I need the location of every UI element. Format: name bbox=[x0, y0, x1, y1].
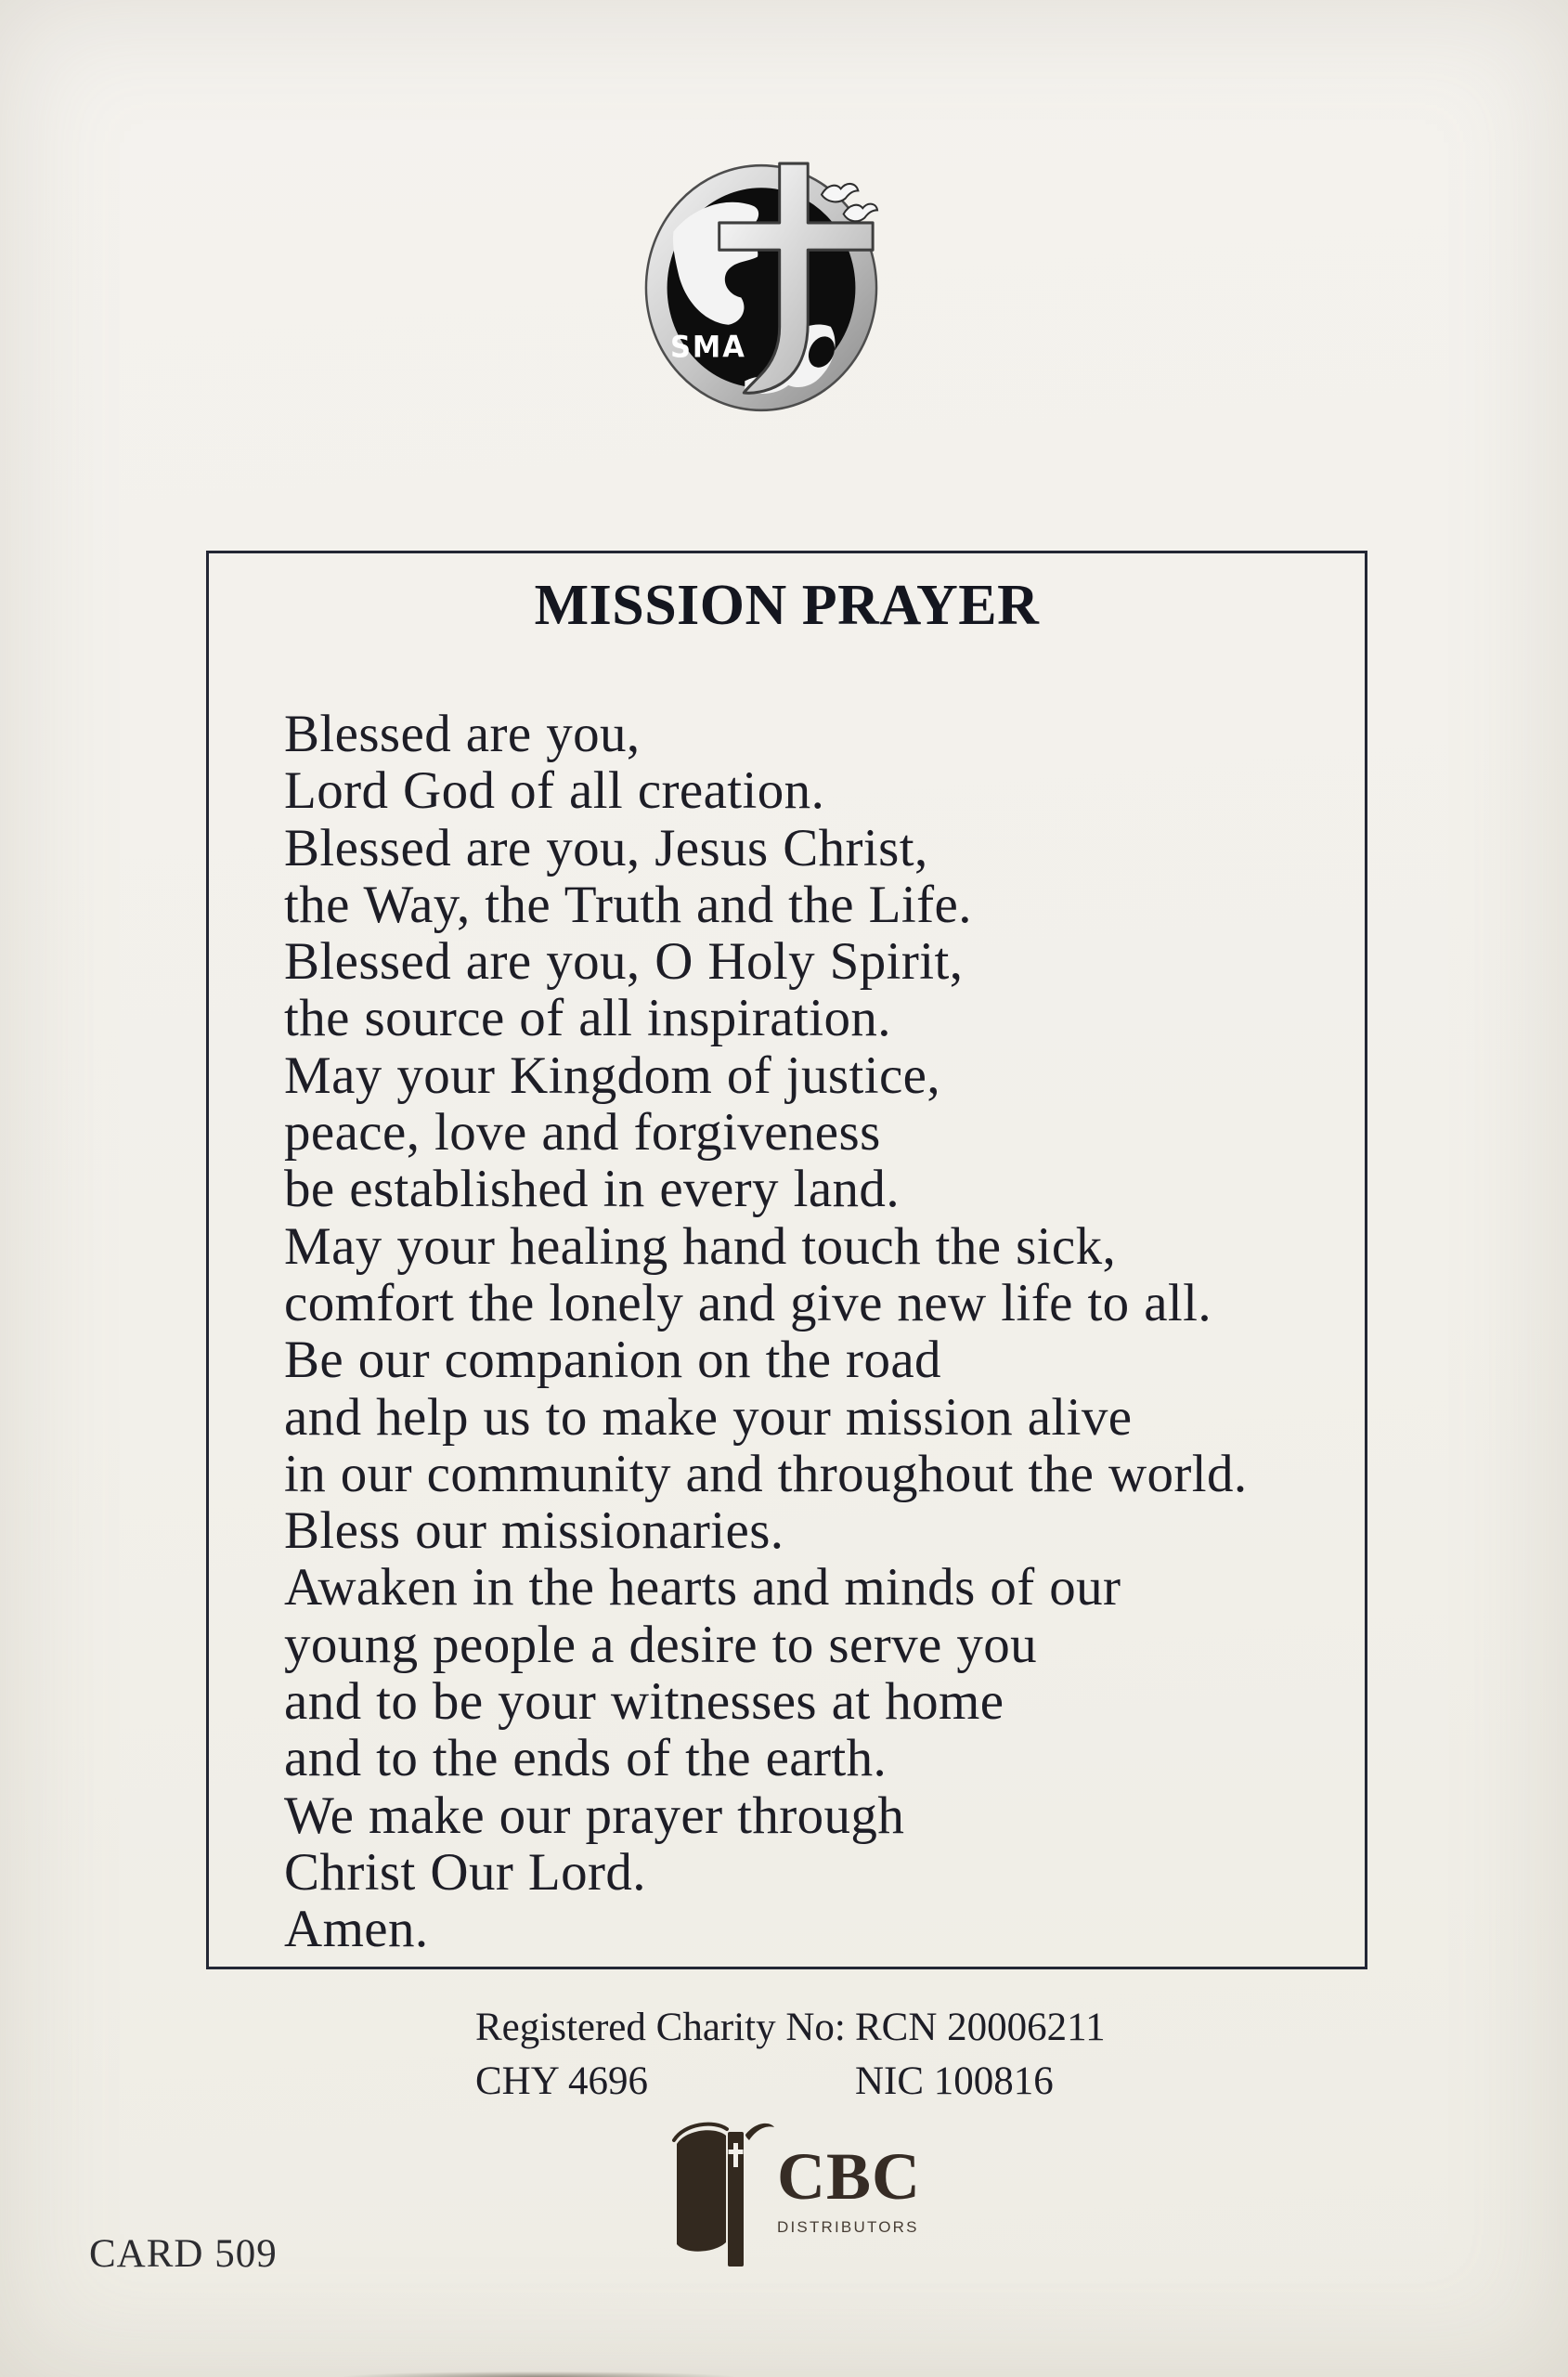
charity-label: Registered Charity No: bbox=[475, 2006, 846, 2049]
prayer-line: We make our prayer through bbox=[284, 1786, 905, 1845]
prayer-line: Be our companion on the road bbox=[284, 1331, 941, 1390]
charity-registration bbox=[475, 2001, 1106, 2109]
prayer-line: Awaken in the hearts and minds of our bbox=[284, 1558, 1121, 1617]
prayer-line: Blessed are you, bbox=[284, 705, 641, 763]
prayer-line: be established in every land. bbox=[284, 1160, 900, 1219]
prayer-line: Blessed are you, Jesus Christ, bbox=[284, 818, 928, 877]
prayer-line: comfort the lonely and give new life to all. bbox=[284, 1273, 1212, 1332]
sma-logo bbox=[642, 162, 880, 414]
prayer-line: the Way, the Truth and the Life. bbox=[284, 875, 972, 934]
prayer-text bbox=[284, 706, 1248, 1958]
prayer-line: May your Kingdom of justice, bbox=[284, 1046, 941, 1105]
cbc-open-book-icon bbox=[671, 2120, 775, 2270]
charity-chy-number: CHY 4696 bbox=[475, 2059, 648, 2103]
prayer-line: Bless our missionaries. bbox=[284, 1501, 784, 1561]
cbc-subtitle: DISTRIBUTORS bbox=[777, 2218, 919, 2236]
prayer-line: peace, love and forgiveness bbox=[284, 1103, 881, 1163]
prayer-line: young people a desire to serve you bbox=[284, 1615, 1038, 1674]
charity-nic-number: NIC 100816 bbox=[855, 2059, 1054, 2103]
prayer-box bbox=[206, 551, 1367, 1969]
prayer-title: MISSION PRAYER bbox=[534, 574, 1040, 637]
prayer-line: and to the ends of the earth. bbox=[284, 1729, 888, 1788]
prayer-line: Blessed are you, O Holy Spirit, bbox=[284, 932, 964, 992]
cbc-logo bbox=[777, 2139, 922, 2237]
prayer-line: and help us to make your mission alive bbox=[284, 1387, 1133, 1447]
prayer-line: in our community and throughout the world. bbox=[284, 1444, 1248, 1503]
charity-rcn-number: RCN 20006211 bbox=[855, 2006, 1106, 2049]
card-number: CARD 509 bbox=[89, 2232, 278, 2276]
photo-edge-shadow bbox=[343, 2371, 733, 2377]
sma-logo-text: SMA bbox=[669, 330, 746, 365]
cbc-name: CBC bbox=[777, 2139, 922, 2214]
prayer-line: Lord God of all creation. bbox=[284, 761, 825, 821]
prayer-line: the source of all inspiration. bbox=[284, 989, 891, 1048]
prayer-line: May your healing hand touch the sick, bbox=[284, 1216, 1117, 1276]
prayer-line: Amen. bbox=[284, 1900, 429, 1959]
prayer-line: and to be your witnesses at home bbox=[284, 1672, 1004, 1732]
prayer-line: Christ Our Lord. bbox=[284, 1842, 646, 1902]
